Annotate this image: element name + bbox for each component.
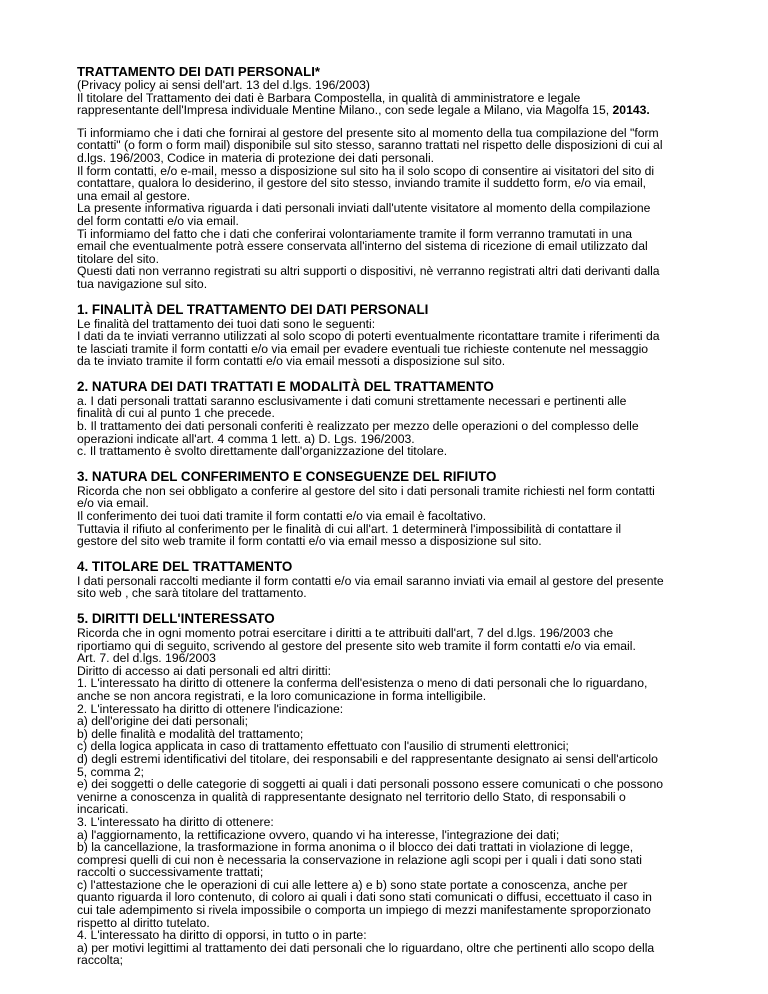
- section-line: I dati personali raccolti mediante il form contatti e/o via email saranno inviati via email al gestore del presente: [77, 573, 664, 588]
- section-line: Il conferimento dei tuoi dati tramite il form contatti e/o via email è facoltativo.: [77, 509, 487, 524]
- section-line: 2. L'interessato ha diritto di ottenere l'indicazione:: [77, 701, 344, 716]
- section-line: da te inviato tramite il form contatti e/o via email messoti a disposizione sul sito.: [77, 354, 506, 369]
- section-line: a) per motivi legittimi al trattamento dei dati personali che lo riguardano, oltre che pertinenti allo scopo della: [77, 940, 655, 955]
- section-line: Diritto di accesso ai dati personali ed altri diritti:: [77, 663, 332, 678]
- section-line: b. Il trattamento dei dati personali conferiti è realizzato per mezzo delle operazioni o del complesso delle: [77, 419, 639, 434]
- section-line: b) la cancellazione, la trasformazione in forma anonima o il blocco dei dati trattati in violazione di legge,: [77, 840, 634, 855]
- section-line: c. Il trattamento è svolto direttamente dall'organizzazione del titolare.: [77, 444, 448, 459]
- section-line: raccolta;: [77, 953, 124, 968]
- preamble-line: Il form contatti, e/o e-mail, messo a disposizione sul sito ha il solo scopo di consentire ai visitatori del sito di: [77, 163, 655, 178]
- section-line: sito web , che sarà titolare del trattamento.: [77, 586, 307, 601]
- section-line: finalità di cui al punto 1 che precede.: [77, 406, 275, 421]
- section-line: Le finalità del trattamento dei tuoi dati sono le seguenti:: [77, 316, 376, 331]
- preamble-line: titolare del sito.: [77, 251, 159, 266]
- section-line: 5, comma 2;: [77, 764, 145, 779]
- section-line: Ricorda che non sei obbligato a conferire al gestore del sito i dati personali tramite richiesti nel form contatti: [77, 483, 655, 498]
- section-heading: 1. FINALITÀ DEL TRATTAMENTO DEI DATI PERSONALI: [77, 301, 429, 317]
- document-title: TRATTAMENTO DEI DATI PERSONALI*: [77, 64, 320, 79]
- section-line: compresi quelli di cui non è necessaria la conservazione in relazione agli scopi per i quali i dati sono stati: [77, 852, 642, 867]
- section-line: e/o via email.: [77, 496, 149, 511]
- section-heading: 4. TITOLARE DEL TRATTAMENTO: [77, 558, 293, 574]
- section-line: 3. L'interessato ha diritto di ottenere:: [77, 814, 274, 829]
- postal-code: 20143.: [612, 103, 650, 118]
- section-body: [77, 318, 698, 368]
- section-line: raccolti o successivamente trattati;: [77, 865, 264, 880]
- preamble-line: La presente informativa riguarda i dati personali inviati dall'utente visitatore al momento della compilazione: [77, 201, 651, 216]
- section-line: te lasciati tramite il form contatti e/o via email per evadere eventuali tue richieste contenute nel messaggio: [77, 341, 649, 356]
- section-line: riportiamo qui di seguito, scrivendo al gestore del presente sito web tramite il form contatti e/o via email.: [77, 638, 636, 653]
- intro-line-text: rappresentante dell'Impresa individuale Mentine Milano., con sede legale a Milano, via Magolfa 15,: [77, 103, 613, 118]
- sections-container: [77, 303, 698, 968]
- section-body: [77, 575, 698, 600]
- section-line: Tuttavia il rifiuto al conferimento per le finalità di cui all'art. 1 determinerà l'impossibilità di contattare il: [77, 521, 622, 536]
- section-line: c) l'attestazione che le operazioni di cui alle lettere a) e b) sono state portate a conoscenza, anche per: [77, 877, 628, 892]
- section-line: rispetto al diritto tutelato.: [77, 915, 210, 930]
- section-line: 1. L'interessato ha diritto di ottenere la conferma dell'esistenza o meno di dati personali che lo riguardano,: [77, 676, 648, 691]
- section-line: a) l'aggiornamento, la rettificazione ovvero, quando vi ha interesse, l'integrazione dei dati;: [77, 827, 560, 842]
- section-line: anche se non ancora registrati, e la loro comunicazione in forma intelligibile.: [77, 688, 487, 703]
- section-line: venirne a conoscenza in qualità di rappresentante designato nel territorio dello Stato, di responsabili o: [77, 789, 626, 804]
- intro-block: [77, 79, 698, 117]
- section-line: gestore del sito web tramite il form contatti e/o via email messo a disposizione sul sito.: [77, 534, 542, 549]
- section-line: Ricorda che in ogni momento potrai esercitare i diritti a te attribuiti dall'art, 7 del d.lgs. 196/2003 che: [77, 626, 614, 640]
- preamble-line: Ti informiamo del fatto che i dati che conferirai volontariamente tramite il form verranno tramutati in una: [77, 226, 633, 241]
- section-heading: 5. DIRITTI DELL'INTERESSATO: [77, 611, 275, 626]
- preamble-line: Ti informiamo che i dati che fornirai al gestore del presente sito al momento della tua compilazione del "form: [77, 125, 659, 140]
- preamble-line: del form contatti e/o via email.: [77, 213, 239, 228]
- section-line: d) degli estremi identificativi del titolare, dei responsabili e del rappresentante designato ai sensi dell'articolo: [77, 751, 658, 766]
- section-body: [77, 485, 698, 548]
- section-line: quanto riguarda il loro contenuto, di coloro ai quali i dati sono stati comunicati o diffusi, eccettuato il caso in: [77, 890, 652, 905]
- section-line: incaricati.: [77, 802, 129, 817]
- preamble-line: email che eventualmente potrà essere conservata all'interno del sistema di ricezione di email utilizzato dal: [77, 239, 648, 254]
- intro-line: Il titolare del Trattamento dei dati è Barbara Compostella, in qualità di amministratore e legale: [77, 90, 581, 105]
- section-line: Art. 7. del d.lgs. 196/2003: [77, 651, 216, 666]
- section-line: operazioni indicate all'art. 4 comma 1 lett. a) D. Lgs. 196/2003.: [77, 431, 415, 446]
- preamble-line: d.lgs. 196/2003, Codice in materia di protezione dei dati personali.: [77, 150, 435, 165]
- preamble-line: contattare, qualora lo desiderino, il gestore del sito stesso, inviando tramite il suddetto form, e/o via email,: [77, 176, 647, 191]
- intro-line: (Privacy policy ai sensi dell'art. 13 del d.lgs. 196/2003): [77, 78, 370, 92]
- section-line: a. I dati personali trattati saranno esclusivamente i dati comuni strettamente necessari e pertinenti alle: [77, 393, 627, 408]
- section-heading: 2. NATURA DEI DATI TRATTATI E MODALITÀ DEL TRATTAMENTO: [77, 378, 494, 394]
- preamble-line: Questi dati non verranno registrati su altri supporti o dispositivi, nè verranno registrati altri dati derivanti dalla: [77, 264, 660, 279]
- section-line: I dati da te inviati verranno utilizzati al solo scopo di poterti eventualmente ricontattare tramite i riferimenti da: [77, 329, 660, 344]
- preamble-line: tua navigazione sul sito.: [77, 276, 208, 291]
- section-line: cui tale adempimento si rivela impossibile o comporta un impiego di mezzi manifestamente sproporzionato: [77, 903, 651, 918]
- section-line: e) dei soggetti o delle categorie di soggetti ai quali i dati personali possono essere comunicati o che possono: [77, 777, 664, 792]
- section-line: 4. L'interessato ha diritto di opporsi, in tutto o in parte:: [77, 928, 367, 943]
- section-line: a) dell'origine dei dati personali;: [77, 714, 249, 729]
- intro-line: [77, 104, 698, 117]
- section-heading: 3. NATURA DEL CONFERIMENTO E CONSEGUENZE DEL RIFIUTO: [77, 468, 497, 484]
- section-body: [77, 627, 698, 967]
- section-body: [77, 395, 698, 458]
- section-line: c) della logica applicata in caso di trattamento effettuato con l'ausilio di strumenti elettronici;: [77, 739, 569, 754]
- section-line: b) delle finalità e modalità del trattamento;: [77, 726, 304, 741]
- preamble-line: una email al gestore.: [77, 188, 191, 203]
- preamble-line: contatti" (o form o form mail) disponibile sul sito stesso, saranno trattati nel rispetto delle disposizioni di cui al: [77, 138, 663, 153]
- preamble-block: [77, 127, 698, 291]
